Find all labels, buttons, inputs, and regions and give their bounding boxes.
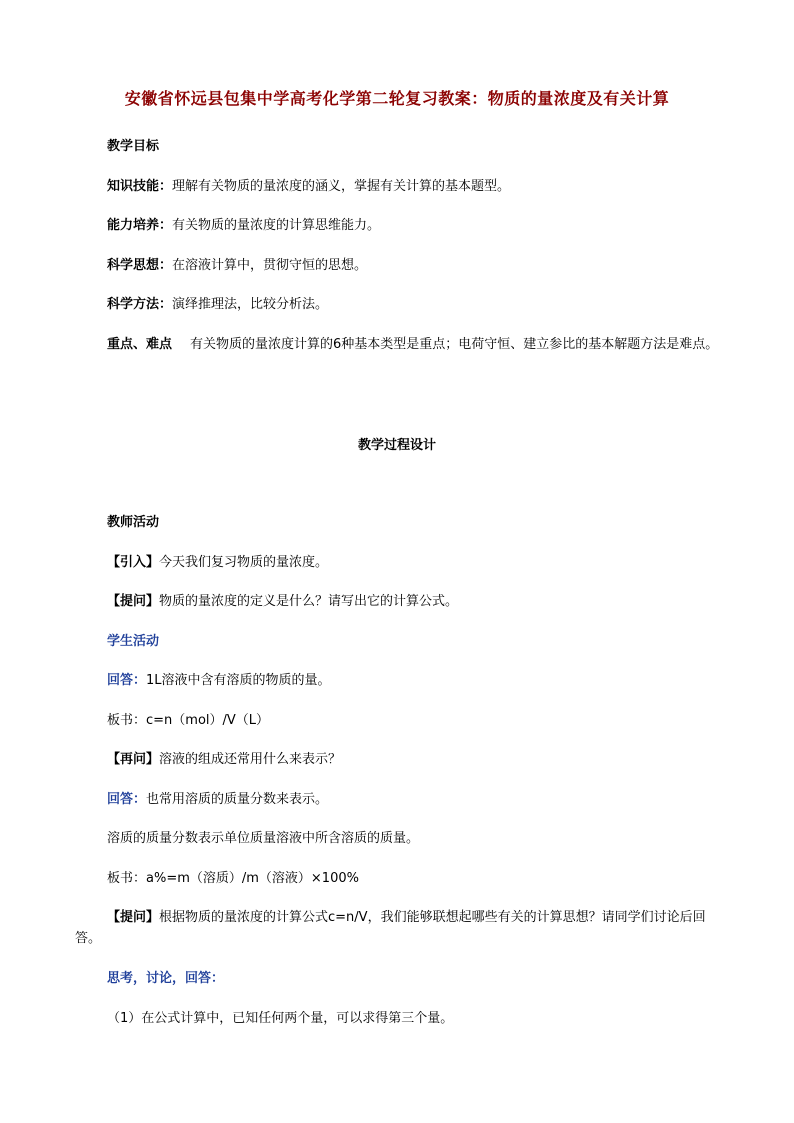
knowledge-line bbox=[107, 176, 510, 197]
student-heading: 学生活动 bbox=[107, 634, 160, 649]
objectives-heading: 教学目标 bbox=[107, 139, 160, 154]
point1-line: （1）在公式计算中，已知任何两个量，可以求得第三个量。 bbox=[107, 1011, 454, 1026]
key-points-text: 有关物质的量浓度计算的6种基本类型是重点；电荷守恒、建立参比的基本解题方法是难点。 bbox=[190, 337, 719, 352]
process-heading: 教学过程设计 bbox=[357, 438, 436, 453]
board2-line: 板书：a%=m（溶质）/m（溶液）×100% bbox=[107, 871, 359, 886]
ability-text: 有关物质的量浓度的计算思维能力。 bbox=[172, 218, 381, 233]
question1-label: 【提问】 bbox=[107, 594, 160, 609]
knowledge-label: 知识技能： bbox=[107, 179, 173, 194]
method-line bbox=[107, 294, 328, 315]
question3-label: 【提问】 bbox=[107, 910, 160, 925]
answer2-text: 也常用溶质的质量分数来表示。 bbox=[146, 792, 329, 807]
answer1-line bbox=[107, 670, 331, 691]
answer2-label: 回答： bbox=[107, 792, 147, 807]
method-text: 演绎推理法，比较分析法。 bbox=[172, 297, 329, 312]
board1-line: 板书：c=n（mol）/V（L） bbox=[107, 713, 270, 728]
ability-label: 能力培养： bbox=[107, 218, 173, 233]
thought-label: 科学思想： bbox=[107, 258, 173, 273]
discuss-heading: 思考，讨论，回答： bbox=[107, 971, 225, 986]
thought-line bbox=[107, 255, 367, 276]
question3-paragraph bbox=[75, 907, 725, 949]
explain-line: 溶质的质量分数表示单位质量溶液中所含溶质的质量。 bbox=[107, 831, 420, 846]
knowledge-text: 理解有关物质的量浓度的涵义，掌握有关计算的基本题型。 bbox=[172, 179, 511, 194]
question2-label: 【再问】 bbox=[107, 752, 160, 767]
key-points-paragraph bbox=[75, 334, 725, 355]
key-points-label: 重点、难点 bbox=[107, 337, 173, 352]
document-title: 安徽省怀远县包集中学高考化学第二轮复习教案：物质的量浓度及有关计算 bbox=[124, 89, 670, 108]
intro-text: 今天我们复习物质的量浓度。 bbox=[159, 555, 329, 570]
intro-label: 【引入】 bbox=[107, 555, 160, 570]
answer1-text: 1L溶液中含有溶质的物质的量。 bbox=[146, 673, 331, 688]
thought-text: 在溶液计算中，贯彻守恒的思想。 bbox=[172, 258, 368, 273]
question1-line bbox=[107, 591, 458, 612]
ability-line bbox=[107, 215, 380, 236]
teacher-heading: 教师活动 bbox=[107, 515, 160, 530]
question2-line bbox=[107, 749, 341, 770]
method-label: 科学方法： bbox=[107, 297, 173, 312]
answer2-line bbox=[107, 789, 328, 810]
question1-text: 物质的量浓度的定义是什么？请写出它的计算公式。 bbox=[159, 594, 459, 609]
answer1-label: 回答： bbox=[107, 673, 147, 688]
intro-line bbox=[107, 552, 328, 573]
question3-text: 根据物质的量浓度的计算公式c=n/V，我们能够联想起哪些有关的计算思想？请同学们讨论后回答。 bbox=[75, 910, 706, 946]
question2-text: 溶液的组成还常用什么来表示？ bbox=[159, 752, 342, 767]
